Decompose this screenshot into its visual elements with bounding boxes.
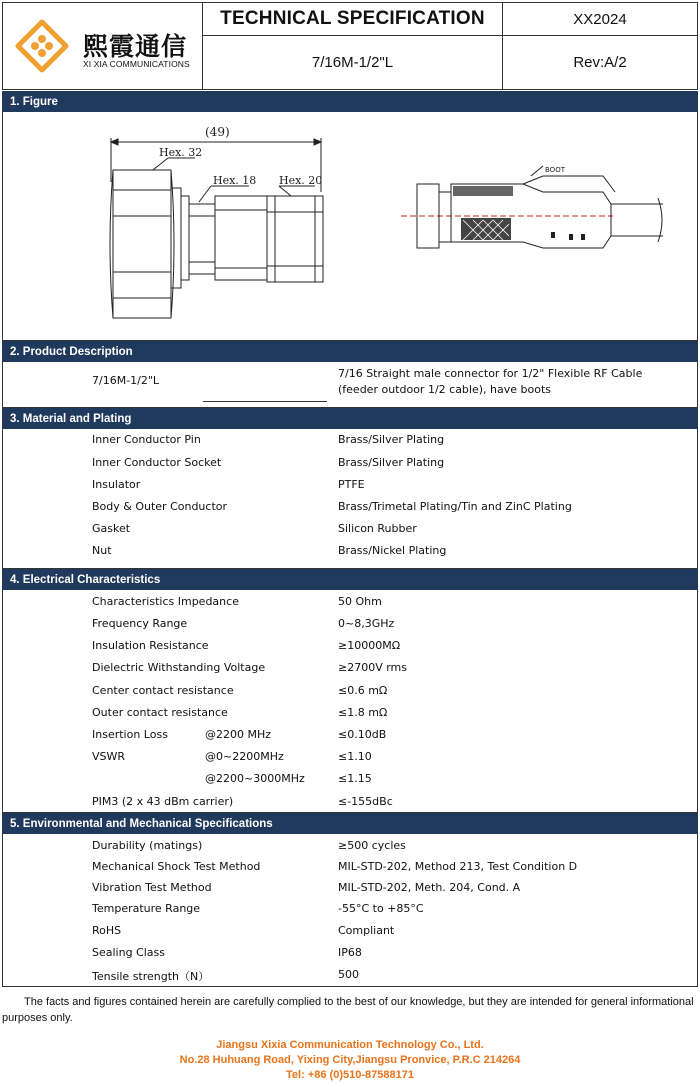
divider (203, 401, 327, 402)
figure-box (2, 112, 698, 341)
document-code: XX2024 (573, 10, 627, 28)
logo-cell (3, 3, 203, 89)
disclaimer-note: The facts and figures contained herein are carefully complied to the best of our knowledge, but they are intended for general informational purposes only. (2, 996, 694, 1024)
boot-label: BOOT (545, 166, 565, 174)
product-model: 7/16M-1/2"L (311, 54, 394, 71)
spec-header (2, 2, 698, 90)
section-bar-environmental: 5. Environmental and Mechanical Specifications (2, 813, 698, 834)
footer-company: Jiangsu Xixia Communication Technology Co., Ltd. (216, 1039, 484, 1051)
logo-chinese-name: 熙霞通信 (83, 32, 188, 61)
footer-address: No.28 Huhuang Road, Yixing City,Jiangsu Pronvice, P.R.C 214264 (179, 1054, 521, 1066)
electrical-box: Characteristics Impedance 50 Ohm Frequency Range 0~8,3GHz Insulation Resistance ≥10000MΩ Dielectric Withstanding Voltage ≥2700V rms Center contact resistance ≤0.6 mΩ Outer contact resistance ≤1.8 mΩ Insertion Loss @2200 MHz ≤0.10dB VSWR @0~2200MHz ≤1.10 @2200~3000MHz ≤1.15 PIM3 (2 x 43 dBm carrier) ≤-155dBc (2, 590, 698, 813)
logo-english-name: XI XIA COMMUNICATIONS (83, 59, 190, 69)
section-bar-material: 3. Material and Plating (2, 408, 698, 429)
header-right (503, 3, 697, 89)
revision: Rev:A/2 (573, 54, 627, 71)
section-bar-figure: 1. Figure (2, 91, 698, 112)
product-model-cell: 7/16M-1/2"L (92, 374, 160, 387)
material-box: Inner Conductor Pin Brass/Silver Plating Inner Conductor Socket Brass/Silver Plating Insulator PTFE Body & Outer Conductor Brass/Trimetal Plating/Tin and ZinC Plating Gasket Silicon Rubber Nut Brass/Nickel Plating (2, 429, 698, 569)
section-bar-electrical: 4. Electrical Characteristics (2, 569, 698, 590)
product-box (2, 362, 698, 408)
hex20-label: Hex. 20 (279, 174, 323, 187)
hex32-label: Hex. 32 (159, 146, 203, 159)
document-title: TECHNICAL SPECIFICATION (220, 8, 485, 29)
footer-tel: Tel: +86 (0)510-87588171 (286, 1069, 414, 1081)
hex18-label: Hex. 18 (213, 174, 257, 187)
connector-drawing (3, 112, 697, 340)
product-description-cell: 7/16 Straight male connector for 1/2" Flexible RF Cable (feeder outdoor 1/2 cable), have boots (338, 367, 643, 396)
environmental-box: Durability (matings) ≥500 cycles Mechanical Shock Test Method MIL-STD-202, Method 213, Test Condition D Vibration Test Method MIL-STD-202, Meth. 204, Cond. A Temperature Range -55°C to +85°C RoHS Compliant Sealing Class IP68 Tensile strength（N） 500 (2, 834, 698, 987)
section-bar-product: 2. Product Description (2, 341, 698, 362)
dim-overall-label: (49) (205, 125, 230, 139)
header-middle (203, 3, 503, 89)
company-logo-icon (15, 19, 69, 73)
